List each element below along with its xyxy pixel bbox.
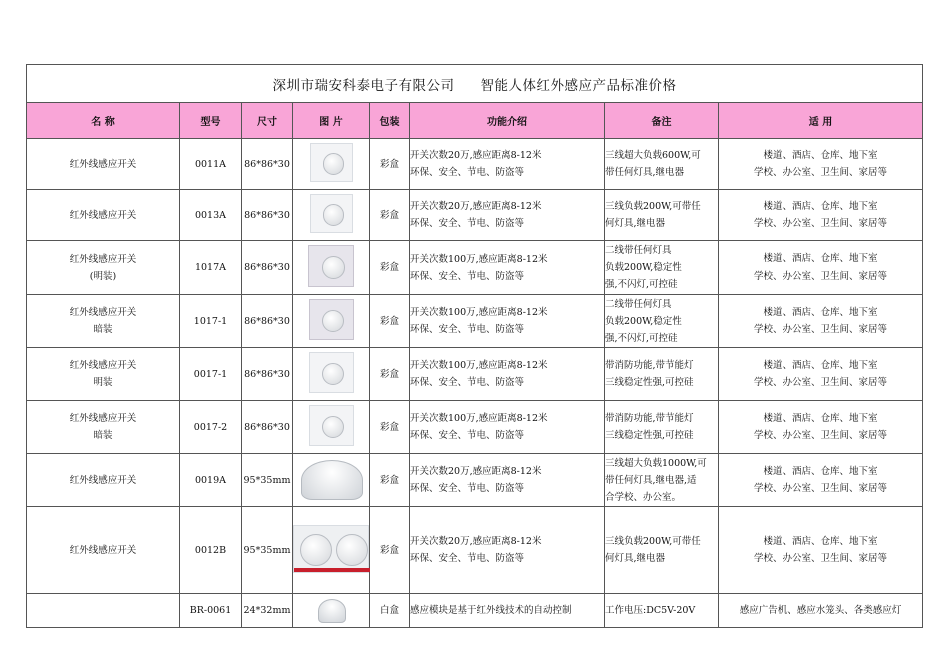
product-function-line: 环保、安全、节电、防盗等 — [410, 324, 525, 335]
product-function-line: 开关次数100万,感应距离8-12米 — [410, 360, 548, 371]
product-application — [719, 139, 923, 190]
header-size: 尺寸 — [242, 103, 293, 139]
product-function — [410, 401, 605, 454]
product-function-line: 开关次数20万,感应距离8-12米 — [410, 150, 542, 161]
product-package-line: 彩盒 — [379, 474, 399, 486]
header-row — [27, 103, 923, 139]
product-remark — [605, 454, 719, 507]
header-function: 功能介绍 — [410, 103, 605, 139]
product-remark-line: 强,不闪灯,可控硅 — [605, 332, 678, 344]
white-switch-photo — [310, 143, 353, 182]
product-function-line: 开关次数20万,感应距离8-12米 — [410, 466, 542, 477]
product-remark-line: 带任何灯具,继电器 — [605, 167, 685, 178]
sensor-lens-icon — [323, 204, 344, 225]
product-function-line: 开关次数100万,感应距离8-12米 — [410, 253, 548, 265]
product-model-line: 1017-1 — [193, 315, 228, 327]
product-remark-line: 二线带任何灯具 — [605, 298, 672, 310]
product-model — [180, 454, 242, 507]
product-function-line: 环保、安全、节电、防盗等 — [410, 553, 525, 564]
product-remark — [605, 507, 719, 594]
product-size-line: 86*86*30 — [244, 158, 290, 170]
product-name-line: (明装) — [89, 270, 117, 282]
lavender-switch-photo — [308, 245, 354, 287]
product-application-line: 楼道、酒店、仓库、地下室 — [763, 253, 878, 264]
sensor-lens-icon — [322, 310, 344, 332]
product-model-line: BR-0061 — [189, 605, 232, 616]
product-application — [719, 507, 923, 594]
lavender-switch-photo — [309, 299, 354, 340]
product-remark-line: 负载200W,稳定性 — [605, 315, 682, 327]
product-name — [27, 139, 180, 190]
product-size-line: 24*32mm — [243, 605, 291, 616]
white-switch-photo — [309, 352, 354, 393]
product-function-line: 开关次数100万,感应距离8-12米 — [410, 413, 548, 424]
product-package — [370, 241, 410, 295]
product-size — [242, 295, 293, 348]
table-row — [27, 401, 923, 454]
product-name — [27, 454, 180, 507]
product-function-line: 感应模块是基于红外线技术的自动控制 — [410, 605, 572, 616]
product-size — [242, 241, 293, 295]
product-name — [27, 241, 180, 295]
product-function-line: 开关次数20万,感应距离8-12米 — [410, 201, 542, 212]
product-name-line: 红外线感应开关 — [69, 253, 137, 265]
product-function-line: 环保、安全、节电、防盗等 — [410, 483, 525, 494]
product-remark — [605, 401, 719, 454]
product-name — [27, 190, 180, 241]
product-model-line: 1017A — [194, 262, 227, 273]
product-application-line: 楼道、酒店、仓库、地下室 — [763, 412, 878, 424]
product-size — [242, 401, 293, 454]
product-remark-line: 合学校、办公室。 — [605, 491, 682, 503]
product-application — [719, 295, 923, 348]
product-model — [180, 295, 242, 348]
table-row — [27, 594, 923, 628]
header-photo: 图 片 — [293, 103, 370, 139]
red-strip-icon — [294, 568, 370, 572]
product-model — [180, 507, 242, 594]
product-remark-line: 三线负载200W,可带任 — [605, 200, 701, 212]
sensor-lens-icon — [323, 153, 344, 174]
product-name-line: 暗装 — [93, 430, 113, 441]
company-name: 深圳市瑞安科泰电子有限公司 — [272, 77, 455, 94]
product-size — [242, 139, 293, 190]
product-package — [370, 594, 410, 628]
product-remark-line: 强,不闪灯,可控硅 — [605, 279, 678, 290]
product-package-line: 彩盒 — [379, 262, 399, 273]
product-size-line: 95*35mm — [243, 474, 291, 486]
product-model-line: 0019A — [194, 474, 227, 486]
product-function-line: 环保、安全、节电、防盗等 — [410, 167, 525, 178]
header-remark: 备注 — [605, 103, 719, 139]
product-remark — [605, 190, 719, 241]
product-remark-line: 带消防功能,带节能灯 — [605, 359, 694, 371]
product-remark-line: 何灯具,继电器 — [605, 218, 666, 229]
product-photo — [293, 348, 370, 401]
product-application-line: 学校、办公室、卫生间、家居等 — [753, 324, 887, 335]
product-size — [242, 454, 293, 507]
product-package — [370, 190, 410, 241]
product-application-line: 学校、办公室、卫生间、家居等 — [753, 553, 887, 564]
product-model — [180, 401, 242, 454]
table-row — [27, 454, 923, 507]
sensor-dome-icon — [301, 460, 363, 500]
product-package-line: 彩盒 — [379, 158, 399, 170]
product-size-line: 86*86*30 — [244, 262, 290, 273]
product-photo — [293, 241, 370, 295]
sheet-title — [27, 65, 923, 103]
product-function-line: 开关次数20万,感应距离8-12米 — [410, 536, 542, 547]
product-application-line: 学校、办公室、卫生间、家居等 — [753, 218, 887, 229]
product-application-line: 楼道、酒店、仓库、地下室 — [763, 359, 878, 371]
white-switch-photo — [309, 405, 354, 446]
module-dome-icon — [318, 599, 346, 623]
product-name — [27, 594, 180, 628]
product-application — [719, 190, 923, 241]
product-remark-line: 负载200W,稳定性 — [605, 262, 682, 273]
product-remark-line: 三线负载200W,可带任 — [605, 535, 701, 547]
product-remark-line: 工作电压:DC5V-20V — [605, 604, 696, 616]
product-package — [370, 295, 410, 348]
product-rows — [27, 139, 923, 628]
product-photo — [293, 401, 370, 454]
product-package-line: 彩盒 — [379, 544, 399, 556]
product-package — [370, 507, 410, 594]
product-function — [410, 594, 605, 628]
product-function — [410, 295, 605, 348]
product-package — [370, 401, 410, 454]
product-model — [180, 241, 242, 295]
product-model-line: 0012B — [194, 544, 227, 556]
product-name-line: 暗装 — [93, 324, 113, 335]
product-application-line: 楼道、酒店、仓库、地下室 — [763, 306, 878, 318]
product-name — [27, 401, 180, 454]
product-model — [180, 348, 242, 401]
product-function-line: 环保、安全、节电、防盗等 — [410, 430, 525, 441]
header-package: 包装 — [370, 103, 410, 139]
white-switch-photo — [310, 194, 353, 233]
product-name-line: 红外线感应开关 — [69, 209, 137, 221]
product-model-line: 0011A — [194, 158, 227, 170]
sensor-lens-icon — [322, 416, 344, 438]
product-function — [410, 454, 605, 507]
product-application — [719, 454, 923, 507]
product-size-line: 86*86*30 — [244, 421, 290, 433]
product-size — [242, 348, 293, 401]
round-sensor-icon — [300, 534, 332, 566]
product-model — [180, 190, 242, 241]
product-name-line: 红外线感应开关 — [69, 474, 137, 486]
product-application-line: 楼道、酒店、仓库、地下室 — [763, 465, 878, 477]
product-size-line: 95*35mm — [243, 544, 291, 556]
product-remark — [605, 241, 719, 295]
product-function-line: 环保、安全、节电、防盗等 — [410, 218, 525, 229]
product-model-line: 0017-2 — [193, 421, 228, 433]
product-remark — [605, 295, 719, 348]
sensor-lens-icon — [322, 363, 344, 385]
product-function — [410, 139, 605, 190]
product-size — [242, 507, 293, 594]
product-photo — [293, 139, 370, 190]
product-name-line: 红外线感应开关 — [69, 360, 137, 371]
product-function — [410, 507, 605, 594]
product-application — [719, 594, 923, 628]
product-package — [370, 454, 410, 507]
product-remark — [605, 139, 719, 190]
round-sensor-icon — [336, 534, 368, 566]
price-list-title: 智能人体红外感应产品标准价格 — [480, 77, 677, 94]
product-application-line: 学校、办公室、卫生间、家居等 — [753, 430, 887, 441]
ceiling-sensor-photo — [297, 456, 365, 502]
product-package-line: 彩盒 — [379, 368, 399, 380]
product-size — [242, 594, 293, 628]
table-row — [27, 295, 923, 348]
product-remark — [605, 348, 719, 401]
product-remark-line: 带消防功能,带节能灯 — [605, 412, 694, 424]
round-sensor-pair-photo — [293, 525, 369, 573]
product-photo — [293, 594, 370, 628]
table-row — [27, 139, 923, 190]
table-row — [27, 348, 923, 401]
product-model-line: 0013A — [194, 209, 227, 221]
product-size — [242, 190, 293, 241]
product-name-line: 明装 — [93, 377, 113, 388]
product-size-line: 86*86*30 — [244, 209, 290, 221]
product-remark-line: 何灯具,继电器 — [605, 553, 666, 564]
product-package-line: 彩盒 — [379, 209, 399, 221]
product-size-line: 86*86*30 — [244, 368, 290, 380]
product-application-line: 楼道、酒店、仓库、地下室 — [763, 200, 878, 212]
product-photo — [293, 295, 370, 348]
product-remark-line: 带任何灯具,继电器,适 — [605, 474, 697, 486]
table-row — [27, 190, 923, 241]
product-function-line: 环保、安全、节电、防盗等 — [410, 270, 525, 282]
product-function-line: 环保、安全、节电、防盗等 — [410, 377, 525, 388]
product-model — [180, 139, 242, 190]
product-remark-line: 三线稳定性强,可控硅 — [605, 377, 694, 388]
product-name — [27, 348, 180, 401]
product-package-line: 彩盒 — [379, 315, 399, 327]
product-remark-line: 二线带任何灯具 — [605, 245, 672, 256]
product-name-line: 红外线感应开关 — [69, 307, 137, 318]
price-table — [26, 64, 923, 628]
table-row — [27, 507, 923, 594]
product-name — [27, 295, 180, 348]
header-name: 名 称 — [27, 103, 180, 139]
product-package-line: 彩盒 — [379, 421, 399, 433]
product-function — [410, 190, 605, 241]
product-function — [410, 348, 605, 401]
product-photo — [293, 190, 370, 241]
product-photo — [293, 507, 370, 594]
product-remark-line: 三线稳定性强,可控硅 — [605, 430, 694, 441]
product-package — [370, 139, 410, 190]
product-application-line: 楼道、酒店、仓库、地下室 — [763, 149, 878, 161]
product-package-line: 白盒 — [379, 605, 399, 616]
product-package — [370, 348, 410, 401]
header-model: 型号 — [180, 103, 242, 139]
sensor-lens-icon — [322, 256, 345, 279]
product-size-line: 86*86*30 — [244, 315, 290, 327]
product-function — [410, 241, 605, 295]
product-application-line: 学校、办公室、卫生间、家居等 — [753, 270, 887, 282]
product-application-line: 学校、办公室、卫生间、家居等 — [753, 483, 887, 494]
product-application-line: 感应广告机、感应水笼头、各类感应灯 — [739, 604, 902, 616]
product-function-line: 开关次数100万,感应距离8-12米 — [410, 307, 548, 318]
product-application — [719, 401, 923, 454]
product-name-line: 红外线感应开关 — [69, 544, 137, 556]
product-application-line: 学校、办公室、卫生间、家居等 — [753, 377, 887, 388]
product-remark-line: 三线超大负载600W,可 — [605, 149, 701, 161]
product-photo — [293, 454, 370, 507]
product-application — [719, 241, 923, 295]
product-application — [719, 348, 923, 401]
product-remark-line: 三线超大负载1000W,可 — [605, 457, 707, 469]
product-application-line: 楼道、酒店、仓库、地下室 — [763, 535, 878, 547]
product-name-line: 红外线感应开关 — [69, 158, 137, 170]
sensor-module-photo — [309, 595, 353, 623]
product-remark — [605, 594, 719, 628]
table-row — [27, 241, 923, 295]
product-model — [180, 594, 242, 628]
product-name — [27, 507, 180, 594]
product-name-line: 红外线感应开关 — [69, 413, 137, 424]
product-application-line: 学校、办公室、卫生间、家居等 — [753, 167, 887, 178]
header-application: 适 用 — [719, 103, 923, 139]
product-model-line: 0017-1 — [193, 368, 228, 380]
